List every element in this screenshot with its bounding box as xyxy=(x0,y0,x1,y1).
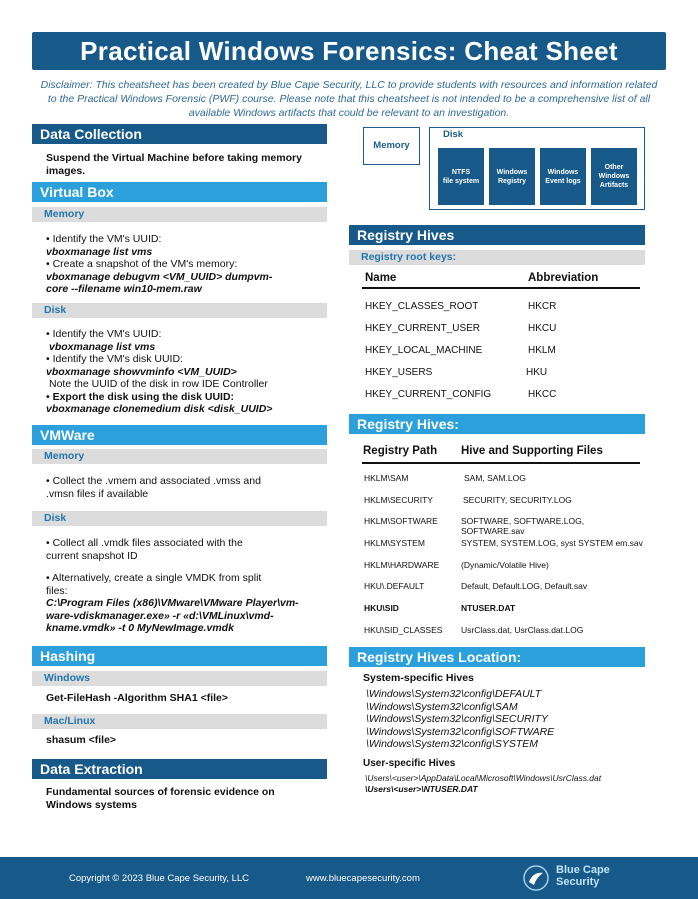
vmware-disk-text xyxy=(46,537,326,635)
command-text: vboxmanage list vms xyxy=(49,340,156,353)
logo-line: Security xyxy=(556,876,600,888)
virtualbox-heading: Virtual Box xyxy=(32,182,327,202)
virtualbox-memory-steps xyxy=(46,233,326,296)
logo-icon xyxy=(522,864,550,892)
table-header-rule xyxy=(362,287,640,289)
hashing-windows-cmd: Get-FileHash -Algorithm SHA1 <file> xyxy=(46,692,229,704)
list-item-cont: .vmsn files if available xyxy=(46,487,149,500)
hive-files: SYSTEM, SYSTEM.LOG, syst SYSTEM em.sav xyxy=(461,538,643,549)
table-row xyxy=(364,516,644,538)
path-line: \Users\<user>\NTUSER.DAT xyxy=(365,784,478,794)
list-item: • Identify the VM's UUID: xyxy=(46,328,326,341)
diagram-disk-label: Disk xyxy=(443,129,464,140)
hashing-windows-label: Windows xyxy=(32,671,327,686)
table-row xyxy=(364,581,644,603)
box-line: Artifacts xyxy=(599,182,629,189)
hives-location-heading: Registry Hives Location: xyxy=(349,647,645,667)
table-row xyxy=(364,560,644,582)
command-text: C:\Program Files (x86)\VMware\VMware Player\vm- xyxy=(46,597,299,609)
key-name: HKEY_LOCAL_MACHINE xyxy=(365,345,483,356)
list-item: • Identify the VM's UUID: xyxy=(46,233,326,246)
hive-files: SAM, SAM.LOG xyxy=(464,473,526,483)
key-abbr: HKCR xyxy=(528,301,557,312)
col-path-header: Registry Path xyxy=(363,445,438,457)
registry-hives-files-heading: Registry Hives: xyxy=(349,414,645,434)
diagram-other-artifacts-box xyxy=(591,148,637,205)
path-line: \Windows\System32\config\SOFTWARE xyxy=(366,725,555,738)
col-name-header: Name xyxy=(365,272,397,284)
path-line: \Users\<user>\AppData\Local\Microsoft\Windows\UsrClass.dat xyxy=(365,773,602,783)
path-line: \Windows\System32\config\SAM xyxy=(366,700,518,713)
box-line: Other xyxy=(604,164,624,171)
key-abbr: HKCC xyxy=(528,389,557,400)
hive-path: HKU\SID xyxy=(364,603,399,614)
list-item: • Create a snapshot of the VM's memory: xyxy=(46,258,326,271)
key-name: HKEY_CURRENT_CONFIG xyxy=(365,389,492,400)
diagram-eventlogs-box xyxy=(540,148,586,205)
hashing-heading: Hashing xyxy=(32,646,327,666)
col-files-header: Hive and Supporting Files xyxy=(461,445,603,457)
hive-path: HKLM\SECURITY xyxy=(364,494,433,505)
box-line: Event logs xyxy=(545,177,581,185)
list-item: • Identify the VM's disk UUID: xyxy=(46,353,326,366)
registry-hives-heading: Registry Hives xyxy=(349,225,645,245)
box-line: NTFS xyxy=(451,168,471,176)
list-item: • Export the disk using the disk UUID: xyxy=(46,391,326,404)
footer xyxy=(0,857,698,899)
hive-path: HKLM\SAM xyxy=(364,473,409,483)
key-abbr: HKLM xyxy=(528,345,556,356)
table-row xyxy=(364,625,644,647)
table-row xyxy=(364,495,644,517)
data-extraction-text xyxy=(46,786,326,811)
command-text: vboxmanage list vms xyxy=(46,245,153,258)
table-row xyxy=(365,301,640,323)
key-name: HKEY_CURRENT_USER xyxy=(365,323,481,334)
root-keys-table xyxy=(365,301,640,411)
logo-line: Blue Cape xyxy=(556,864,610,876)
line: Fundamental sources of forensic evidence on xyxy=(46,786,275,798)
table-row xyxy=(364,473,644,495)
box-line: Windows xyxy=(598,173,630,180)
list-item: • Collect the .vmem and associated .vmss and xyxy=(46,475,326,488)
virtualbox-disk-steps xyxy=(46,328,326,416)
disclaimer: Disclaimer: This cheatsheet has been created by Blue Cape Security, LLC to provide students with resources and information related to the Practical Windows Forensic (PWF) course. Please note that this cheatsheet is not intended to be a comprehensive list of all available Windows artifacts that could be relevant to an investigation. xyxy=(40,79,658,119)
path-line: \Windows\System32\config\SECURITY xyxy=(366,713,548,725)
hive-files: UsrClass.dat, UsrClass.dat.LOG xyxy=(461,624,584,635)
hive-path: HKLM\SYSTEM xyxy=(364,538,425,549)
system-hives-label: System-specific Hives xyxy=(363,672,474,684)
diagram-memory-box: Memory xyxy=(363,127,420,165)
hive-files: SOFTWARE, SOFTWARE.LOG, SOFTWARE.sav xyxy=(461,516,585,537)
hive-path: HKU\.DEFAULT xyxy=(364,581,425,592)
command-text: vboxmanage debugvm <VM_UUID> dumpvm- xyxy=(46,270,273,283)
box-line: file system xyxy=(442,177,480,185)
list-item-cont: files: xyxy=(46,584,68,597)
list-item-cont: current snapshot ID xyxy=(46,549,138,562)
table-row xyxy=(364,538,644,560)
command-text: kname.vmdk» -t 0 MyNewImage.vmdk xyxy=(46,622,234,634)
key-name: HKEY_USERS xyxy=(365,367,433,378)
vmware-heading: VMWare xyxy=(32,425,327,445)
page-title: Practical Windows Forensics: Cheat Sheet xyxy=(32,32,666,70)
virtualbox-disk-label: Disk xyxy=(32,303,327,318)
key-abbr: HKCU xyxy=(528,323,557,334)
hive-files: NTUSER.DAT xyxy=(461,603,516,614)
data-collection-heading: Data Collection xyxy=(32,124,327,144)
hive-path: HKLM\SOFTWARE xyxy=(364,516,438,527)
box-line: Registry xyxy=(497,177,526,185)
hive-path: HKLM\HARDWARE xyxy=(364,559,440,570)
table-row xyxy=(365,389,640,411)
command-text: vboxmanage showvminfo <VM_UUID> xyxy=(46,365,237,378)
path-line: \Windows\System32\config\DEFAULT xyxy=(366,688,542,700)
vmware-disk-label: Disk xyxy=(32,511,327,526)
command-text: ware-vdiskmanager.exe» -r «d:\VMLinux\vmd- xyxy=(46,609,274,622)
diagram-registry-box xyxy=(489,148,535,205)
table-row xyxy=(364,603,644,625)
logo-text xyxy=(556,864,610,888)
hashing-mac-label: Mac/Linux xyxy=(32,714,327,729)
data-extraction-heading: Data Extraction xyxy=(32,759,327,779)
hives-table xyxy=(364,473,644,647)
hive-files: (Dynamic/Volatile Hive) xyxy=(461,559,549,570)
diagram-ntfs-box xyxy=(438,148,484,205)
hive-path: HKU\SID_CLASSES xyxy=(364,624,443,635)
key-abbr: HKU xyxy=(526,367,548,378)
user-hives-label: User-specific Hives xyxy=(363,758,456,769)
box-line: Windows xyxy=(496,168,528,176)
footer-copyright: Copyright © 2023 Blue Cape Security, LLC xyxy=(69,873,250,884)
system-hives-paths xyxy=(366,688,656,751)
key-name: HKEY_CLASSES_ROOT xyxy=(365,301,479,312)
hive-files: Default, Default.LOG, Default.sav xyxy=(461,581,588,592)
table-row xyxy=(365,323,640,345)
user-hives-paths xyxy=(365,773,665,795)
vmware-memory-label: Memory xyxy=(32,449,327,464)
hives-header-rule xyxy=(362,462,640,464)
command-text: vboxmanage clonemedium disk <disk_UUID> xyxy=(46,403,273,415)
hashing-mac-cmd: shasum <file> xyxy=(46,734,117,746)
data-collection-text: Suspend the Virtual Machine before taking memory images. xyxy=(46,152,302,177)
list-item: • Alternatively, create a single VMDK from split xyxy=(46,572,326,585)
vmware-memory-text xyxy=(46,475,326,500)
path-line: \Windows\System32\config\SYSTEM xyxy=(366,738,539,750)
col-abbr-header: Abbreviation xyxy=(528,272,599,284)
note-text: Note the UUID of the disk in row IDE Controller xyxy=(49,378,268,390)
footer-website-link[interactable]: www.bluecapesecurity.com xyxy=(306,873,420,884)
box-line: Windows xyxy=(547,168,579,176)
hive-files: SECURITY, SECURITY.LOG xyxy=(463,494,572,505)
table-row xyxy=(365,345,640,367)
command-text: core --filename win10-mem.raw xyxy=(46,283,202,295)
virtualbox-memory-label: Memory xyxy=(32,207,327,222)
list-item: • Collect all .vmdk files associated with the xyxy=(46,537,326,550)
registry-root-keys-label: Registry root keys: xyxy=(349,250,645,265)
table-row xyxy=(365,367,640,389)
line: Windows systems xyxy=(46,798,137,811)
